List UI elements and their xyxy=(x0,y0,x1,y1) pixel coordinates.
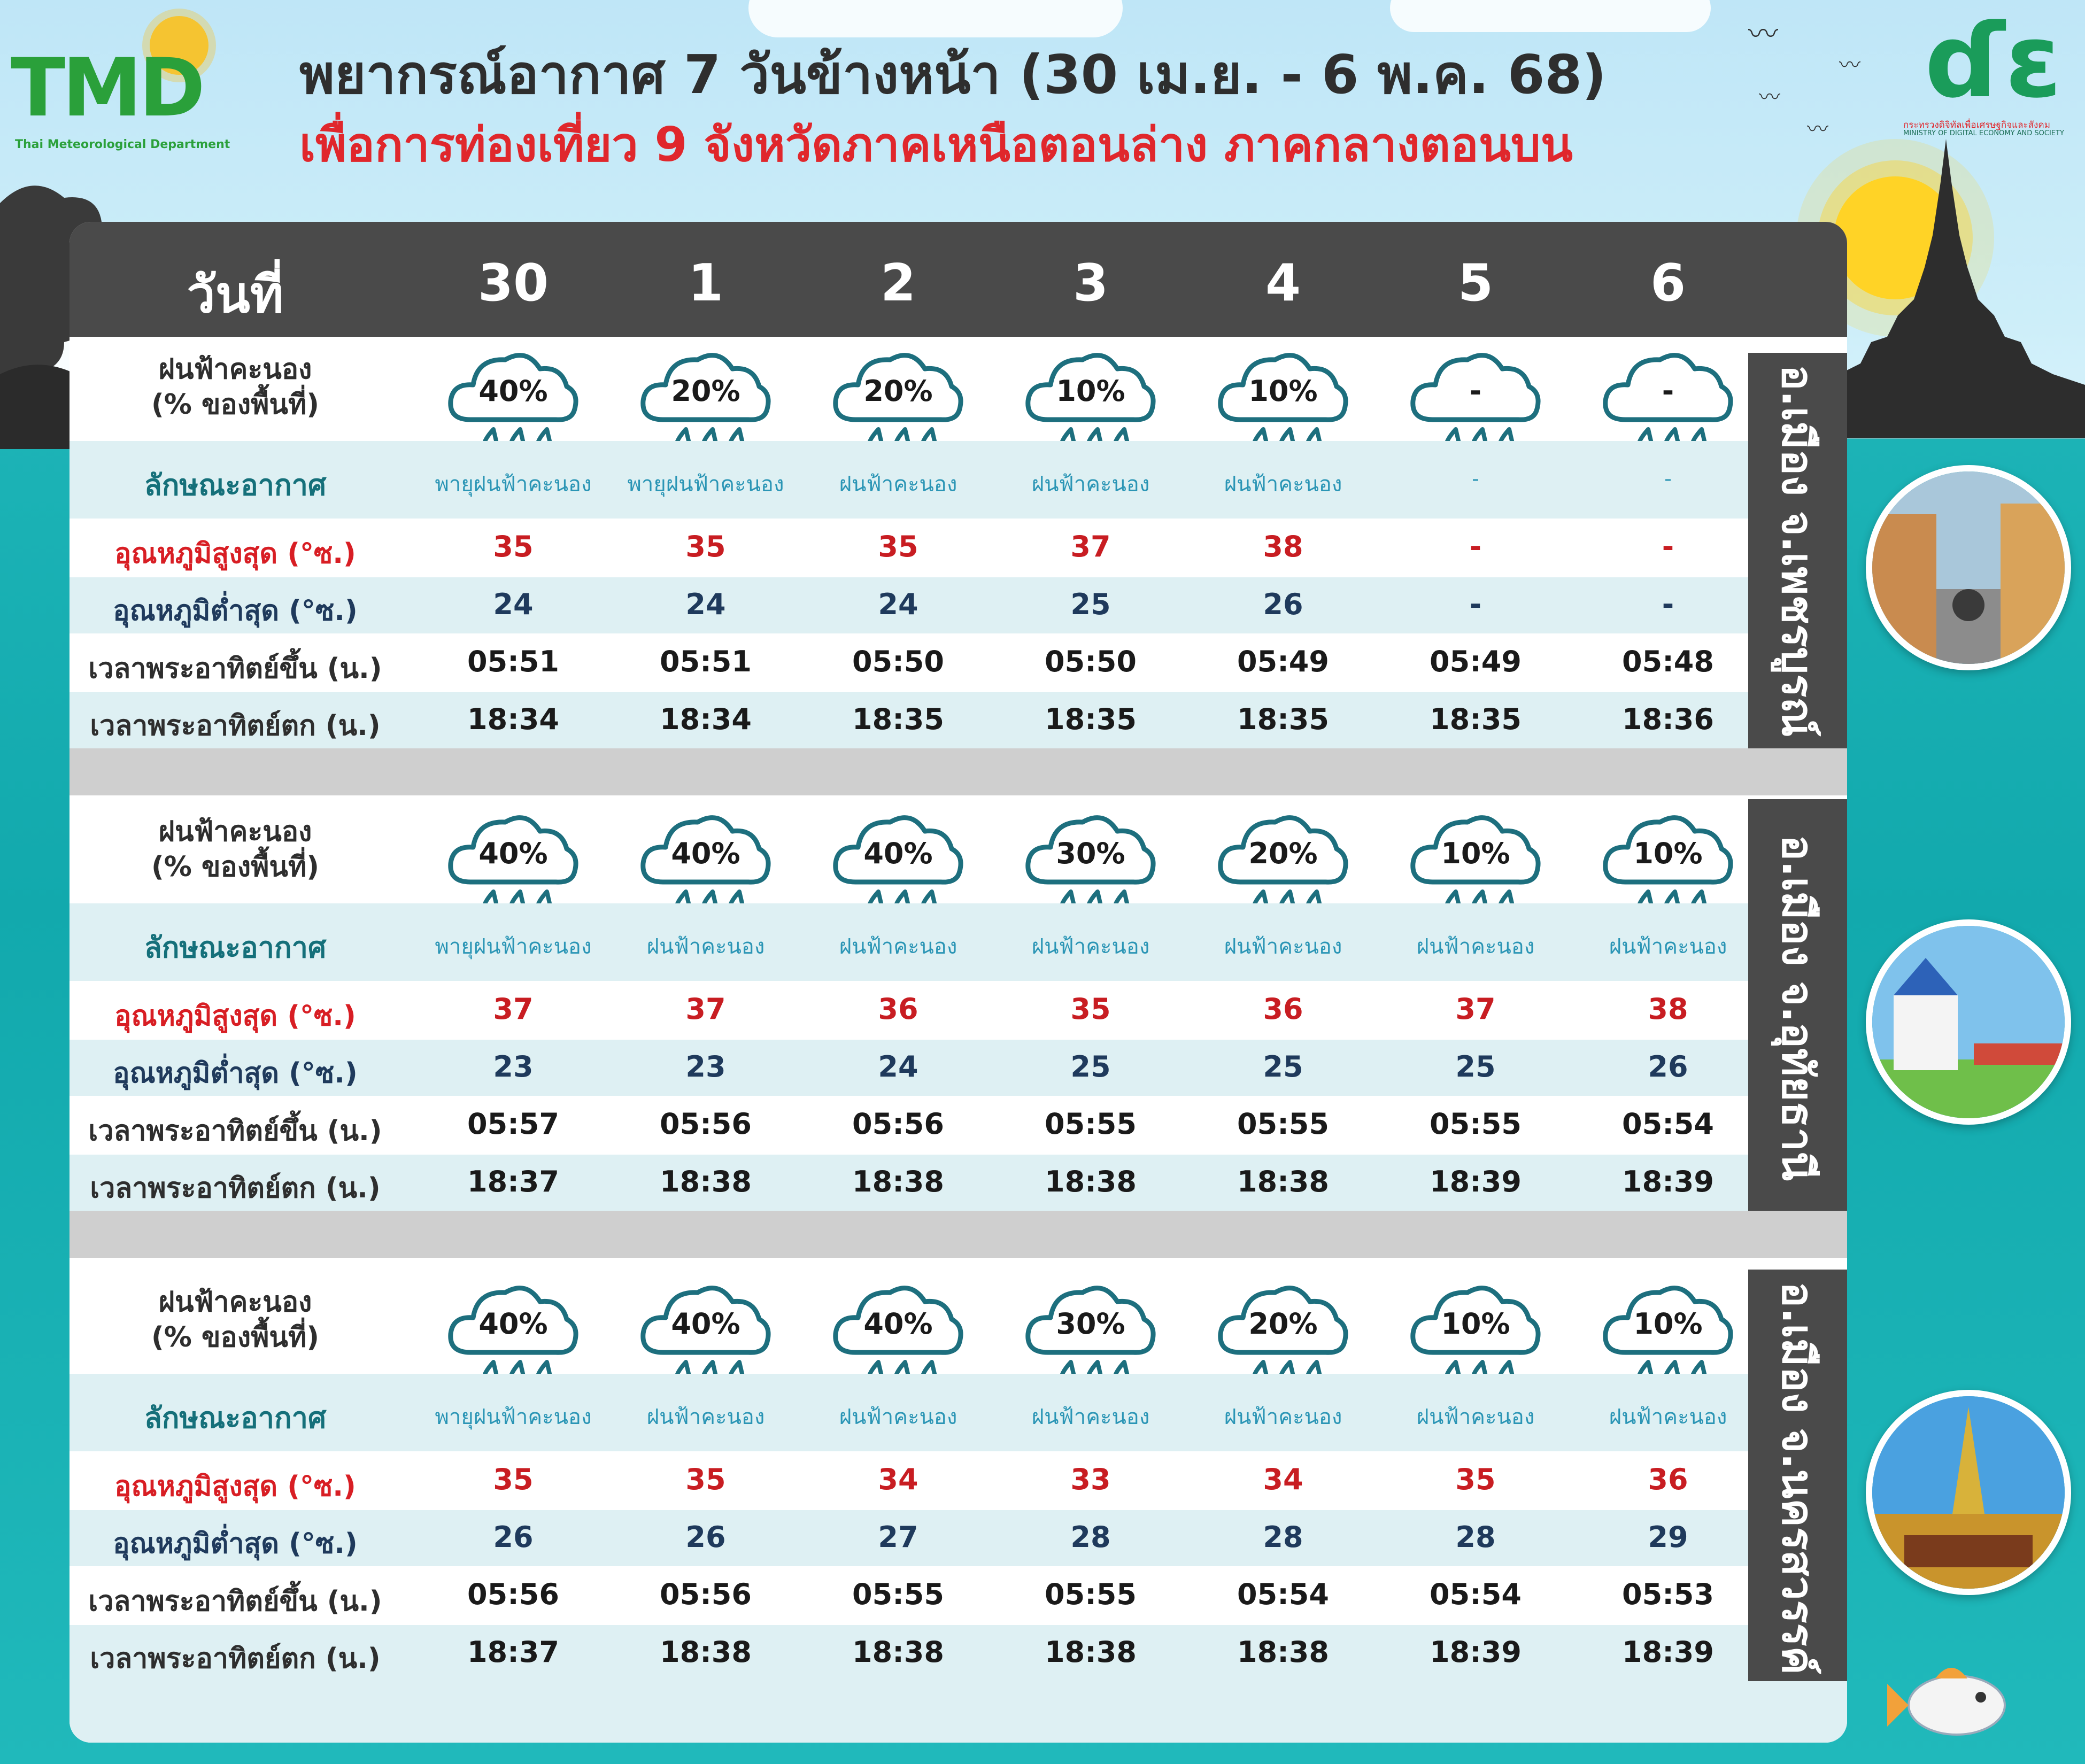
page-title: พยากรณ์อากาศ 7 วันข้างหน้า (30 เม.ย. - 6 พ.ค. 68) xyxy=(299,43,1607,106)
row-label-tmax: อุณหภูมิสูงสุด (°ซ.) xyxy=(114,537,356,570)
row-tmin xyxy=(70,1040,1748,1096)
location-name: อ.เมือง จ.เพชรบูรณ์ xyxy=(1773,364,1823,737)
row-label-tmax: อุณหภูมิสูงสุด (°ซ.) xyxy=(114,1470,356,1503)
cell-sunset: 18:38 xyxy=(1045,1164,1137,1198)
ministry-mark-icon: ɗε xyxy=(1925,2,2062,120)
location-label-bar xyxy=(1748,799,1847,1216)
cell-condition: ฝนฟ้าคะนอง xyxy=(1031,1404,1150,1429)
cell-tmin: 26 xyxy=(1263,587,1303,621)
cell-sunset: 18:35 xyxy=(1045,702,1137,736)
rain-percent: 40% xyxy=(478,1307,548,1341)
rain-label-line1: ฝนฟ้าคะนอง xyxy=(158,353,312,385)
cell-sunset: 18:38 xyxy=(660,1164,752,1198)
rain-label-line1: ฝนฟ้าคะนอง xyxy=(158,1286,312,1318)
day-header: 5 xyxy=(1457,254,1494,313)
row-condition xyxy=(70,1374,1748,1451)
cell-sunset: 18:35 xyxy=(1237,702,1329,736)
day-header: 2 xyxy=(880,254,916,313)
cell-tmin: 28 xyxy=(1263,1520,1303,1554)
row-label-sunset: เวลาพระอาทิตย์ตก (น.) xyxy=(90,1172,381,1204)
photo-uthaithani xyxy=(1866,919,2071,1125)
cell-sunset: 18:39 xyxy=(1622,1164,1714,1198)
cell-condition: ฝนฟ้าคะนอง xyxy=(646,934,765,959)
cell-sunset: 18:38 xyxy=(1045,1635,1137,1669)
location-name: อ.เมือง จ.นครสวรรค์ xyxy=(1773,1281,1823,1675)
rain-percent: 20% xyxy=(1248,837,1318,870)
ministry-name-en: MINISTRY OF DIGITAL ECONOMY AND SOCIETY xyxy=(1903,129,2064,137)
cell-sunrise: 05:55 xyxy=(1430,1107,1522,1141)
row-sunset xyxy=(70,1155,1748,1211)
cell-tmin: - xyxy=(1662,587,1674,621)
bird-icon: 〰 xyxy=(1748,17,1778,52)
row-label-tmin: อุณหภูมิต่ำสุด (°ซ.) xyxy=(113,1528,358,1560)
background-cloud xyxy=(1390,0,1711,32)
bird-icon: 〰 xyxy=(1839,53,1860,78)
cell-sunset: 18:38 xyxy=(1237,1635,1329,1669)
rain-percent: - xyxy=(1469,374,1482,408)
cell-tmin: 29 xyxy=(1648,1520,1688,1554)
row-rain xyxy=(70,1270,1748,1374)
row-label-tmin: อุณหภูมิต่ำสุด (°ซ.) xyxy=(113,1057,358,1089)
logo-subtitle: Thai Meteorological Department xyxy=(15,138,230,151)
rain-percent: 40% xyxy=(863,1307,933,1341)
cell-sunset: 18:37 xyxy=(467,1164,559,1198)
cell-condition: ฝนฟ้าคะนอง xyxy=(1416,934,1535,959)
day-header: 3 xyxy=(1072,254,1109,313)
table-header xyxy=(70,222,1847,337)
cell-sunset: 18:35 xyxy=(1430,702,1522,736)
row-rain xyxy=(70,337,1748,441)
row-label-sunrise: เวลาพระอาทิตย์ขึ้น (น.) xyxy=(88,1115,382,1147)
rain-percent: - xyxy=(1662,374,1674,408)
cell-sunrise: 05:51 xyxy=(660,645,752,679)
cell-tmax: 35 xyxy=(493,530,534,564)
rain-percent: 10% xyxy=(1633,837,1703,870)
cell-sunrise: 05:57 xyxy=(467,1107,559,1141)
day-header: 4 xyxy=(1265,254,1301,313)
cell-sunrise: 05:56 xyxy=(660,1107,752,1141)
rain-percent: 40% xyxy=(478,374,548,408)
section-separator xyxy=(70,1211,1847,1258)
tmd-logo xyxy=(11,11,235,155)
row-tmax xyxy=(70,519,1748,577)
cell-condition: พายุฝนฟ้าคะนอง xyxy=(435,471,592,497)
cell-tmin: 23 xyxy=(685,1049,726,1084)
bird-icon: 〰 xyxy=(1807,117,1828,142)
cell-tmin: 26 xyxy=(1648,1049,1688,1084)
rain-percent: 40% xyxy=(478,837,548,870)
rain-label-line2: (% ของพื้นที่) xyxy=(151,851,319,883)
cell-tmin: 24 xyxy=(493,587,534,621)
rain-percent: 20% xyxy=(1248,1307,1318,1341)
logo-text: TMD xyxy=(11,42,203,135)
cell-condition: ฝนฟ้าคะนอง xyxy=(1031,934,1150,959)
cell-sunset: 18:38 xyxy=(852,1635,944,1669)
day-header: 6 xyxy=(1650,254,1686,313)
cell-tmax: 35 xyxy=(685,530,726,564)
row-tmax xyxy=(70,981,1748,1040)
day-header-label: วันที่ xyxy=(187,266,284,324)
ministry-name-th: กระทรวงดิจิทัลเพื่อเศรษฐกิจและสังคม xyxy=(1903,120,2050,130)
cell-tmax: 33 xyxy=(1070,1463,1111,1497)
cell-tmax: 38 xyxy=(1648,992,1688,1026)
cell-tmax: 37 xyxy=(493,992,534,1026)
cell-sunrise: 05:50 xyxy=(852,645,944,679)
row-label-condition: ลักษณะอากาศ xyxy=(144,1401,327,1435)
rain-percent: 40% xyxy=(863,837,933,870)
cell-sunset: 18:35 xyxy=(852,702,944,736)
cell-tmax: 37 xyxy=(1070,530,1111,564)
cell-sunset: 18:34 xyxy=(660,702,752,736)
row-label-sunset: เวลาพระอาทิตย์ตก (น.) xyxy=(90,1643,381,1675)
cell-condition: พายุฝนฟ้าคะนอง xyxy=(435,934,592,959)
cell-sunrise: 05:55 xyxy=(852,1577,944,1612)
cell-sunrise: 05:50 xyxy=(1045,645,1137,679)
cell-tmin: 26 xyxy=(685,1520,726,1554)
cell-tmin: 26 xyxy=(493,1520,534,1554)
cell-condition: พายุฝนฟ้าคะนอง xyxy=(435,1404,592,1429)
cell-condition: ฝนฟ้าคะนอง xyxy=(1224,1404,1342,1429)
cell-sunset: 18:38 xyxy=(660,1635,752,1669)
row-label-condition: ลักษณะอากาศ xyxy=(144,930,327,964)
cell-tmin: 24 xyxy=(878,587,918,621)
cell-sunset: 18:34 xyxy=(467,702,559,736)
rain-percent: 20% xyxy=(671,374,740,408)
photo-phetchabun xyxy=(1866,465,2071,670)
row-sunset xyxy=(70,692,1748,748)
cell-tmin: 28 xyxy=(1070,1520,1111,1554)
cell-tmax: 35 xyxy=(685,1463,726,1497)
cell-condition: ฝนฟ้าคะนอง xyxy=(839,1404,957,1429)
cell-tmax: 36 xyxy=(1648,1463,1688,1497)
cell-tmax: 35 xyxy=(493,1463,534,1497)
row-label-tmax: อุณหภูมิสูงสุด (°ซ.) xyxy=(114,1000,356,1032)
cell-tmax: - xyxy=(1662,530,1674,564)
rain-percent: 30% xyxy=(1056,837,1125,870)
cell-tmin: 25 xyxy=(1455,1049,1496,1084)
cell-condition: ฝนฟ้าคะนอง xyxy=(839,471,957,497)
cell-sunrise: 05:56 xyxy=(467,1577,559,1612)
rain-percent: 30% xyxy=(1056,1307,1125,1341)
location-label-bar xyxy=(1748,353,1847,748)
cell-tmax: 34 xyxy=(878,1463,918,1497)
ministry-logo xyxy=(1887,2,2080,139)
location-section xyxy=(70,799,1823,1227)
row-tmin xyxy=(70,1510,1748,1566)
cell-sunrise: 05:49 xyxy=(1237,645,1329,679)
cell-sunrise: 05:56 xyxy=(660,1577,752,1612)
row-label-sunset: เวลาพระอาทิตย์ตก (น.) xyxy=(90,710,381,742)
cell-condition: ฝนฟ้าคะนอง xyxy=(1416,1404,1535,1429)
cell-tmax: 35 xyxy=(1455,1463,1496,1497)
rain-percent: 10% xyxy=(1441,1307,1510,1341)
row-sunrise xyxy=(70,1566,1748,1625)
cell-sunrise: 05:54 xyxy=(1430,1577,1522,1612)
cell-sunset: 18:36 xyxy=(1622,702,1714,736)
rain-label-line1: ฝนฟ้าคะนอง xyxy=(158,816,312,848)
rain-percent: 10% xyxy=(1633,1307,1703,1341)
day-header: 30 xyxy=(477,254,549,313)
row-condition xyxy=(70,903,1748,981)
photo-nakhonsawan xyxy=(1866,1390,2071,1595)
rain-label-line2: (% ของพื้นที่) xyxy=(151,1321,319,1353)
cell-tmax: 35 xyxy=(1070,992,1111,1026)
cell-tmin: 28 xyxy=(1455,1520,1496,1554)
cell-sunrise: 05:55 xyxy=(1045,1107,1137,1141)
cell-condition: ฝนฟ้าคะนอง xyxy=(1609,934,1727,959)
rain-percent: 10% xyxy=(1441,837,1510,870)
row-sunset xyxy=(70,1625,1748,1681)
row-condition xyxy=(70,441,1748,519)
cell-tmin: 25 xyxy=(1263,1049,1303,1084)
cell-condition: - xyxy=(1472,466,1479,491)
row-label-sunrise: เวลาพระอาทิตย์ขึ้น (น.) xyxy=(88,652,382,685)
row-tmin xyxy=(70,577,1748,633)
cell-sunrise: 05:56 xyxy=(852,1107,944,1141)
cell-tmax: 37 xyxy=(685,992,726,1026)
cell-condition: ฝนฟ้าคะนอง xyxy=(1224,934,1342,959)
cell-sunrise: 05:55 xyxy=(1045,1577,1137,1612)
cell-tmax: 36 xyxy=(1263,992,1303,1026)
cell-tmax: 37 xyxy=(1455,992,1496,1026)
cell-tmin: - xyxy=(1469,587,1482,621)
rain-percent: 10% xyxy=(1056,374,1125,408)
row-label-rain xyxy=(70,1285,401,1355)
cell-sunrise: 05:49 xyxy=(1430,645,1522,679)
cell-sunset: 18:39 xyxy=(1430,1164,1522,1198)
cell-condition: พายุฝนฟ้าคะนอง xyxy=(627,471,784,497)
cell-sunset: 18:38 xyxy=(1237,1164,1329,1198)
row-sunrise xyxy=(70,633,1748,692)
cell-sunrise: 05:55 xyxy=(1237,1107,1329,1141)
cell-tmin: 24 xyxy=(685,587,726,621)
rain-percent: 20% xyxy=(863,374,933,408)
table-bottom-strip xyxy=(70,1681,1847,1743)
temple-silhouette xyxy=(1839,139,2085,438)
cell-sunset: 18:39 xyxy=(1430,1635,1522,1669)
row-label-condition: ลักษณะอากาศ xyxy=(144,468,327,502)
cell-condition: ฝนฟ้าคะนอง xyxy=(1609,1404,1727,1429)
cell-sunset: 18:37 xyxy=(467,1635,559,1669)
cell-sunset: 18:39 xyxy=(1622,1635,1714,1669)
rain-percent: 40% xyxy=(671,1307,740,1341)
cell-sunrise: 05:53 xyxy=(1622,1577,1714,1612)
row-sunrise xyxy=(70,1096,1748,1155)
row-label-rain xyxy=(70,814,401,885)
fish-mascot-icon xyxy=(1887,1646,2016,1743)
cell-tmin: 24 xyxy=(878,1049,918,1084)
location-section xyxy=(70,337,1823,764)
section-separator xyxy=(70,748,1847,795)
cell-sunrise: 05:54 xyxy=(1622,1107,1714,1141)
cell-sunrise: 05:48 xyxy=(1622,645,1714,679)
row-label-rain xyxy=(70,352,401,422)
cell-tmin: 25 xyxy=(1070,587,1111,621)
cell-sunset: 18:38 xyxy=(852,1164,944,1198)
rain-label-line2: (% ของพื้นที่) xyxy=(151,389,319,421)
location-name: อ.เมือง จ.อุทัยธานี xyxy=(1773,834,1823,1181)
row-rain xyxy=(70,799,1748,903)
cell-sunrise: 05:54 xyxy=(1237,1577,1329,1612)
cell-tmin: 25 xyxy=(1070,1049,1111,1084)
cell-tmax: 35 xyxy=(878,530,918,564)
row-tmax xyxy=(70,1451,1748,1510)
day-header: 1 xyxy=(688,254,724,313)
cell-condition: ฝนฟ้าคะนอง xyxy=(1224,471,1342,497)
cell-condition: ฝนฟ้าคะนอง xyxy=(646,1404,765,1429)
row-label-tmin: อุณหภูมิต่ำสุด (°ซ.) xyxy=(113,595,358,627)
row-label-sunrise: เวลาพระอาทิตย์ขึ้น (น.) xyxy=(88,1585,382,1618)
location-section xyxy=(70,1270,1823,1697)
cell-condition: ฝนฟ้าคะนอง xyxy=(839,934,957,959)
cell-condition: - xyxy=(1664,466,1672,491)
cell-tmax: - xyxy=(1469,530,1482,564)
rain-percent: 10% xyxy=(1248,374,1318,408)
cell-tmax: 38 xyxy=(1263,530,1303,564)
cell-tmax: 36 xyxy=(878,992,918,1026)
forecast-table xyxy=(70,222,1847,1743)
cell-tmin: 23 xyxy=(493,1049,534,1084)
page-subtitle: เพื่อการท่องเที่ยว 9 จังหวัดภาคเหนือตอนล่าง ภาคกลางตอนบน xyxy=(299,117,1573,172)
location-label-bar xyxy=(1748,1270,1847,1686)
cell-tmin: 27 xyxy=(878,1520,918,1554)
cell-tmax: 34 xyxy=(1263,1463,1303,1497)
cell-condition: ฝนฟ้าคะนอง xyxy=(1031,471,1150,497)
bird-icon: 〰 xyxy=(1759,85,1780,110)
cell-sunrise: 05:51 xyxy=(467,645,559,679)
rain-percent: 40% xyxy=(671,837,740,870)
